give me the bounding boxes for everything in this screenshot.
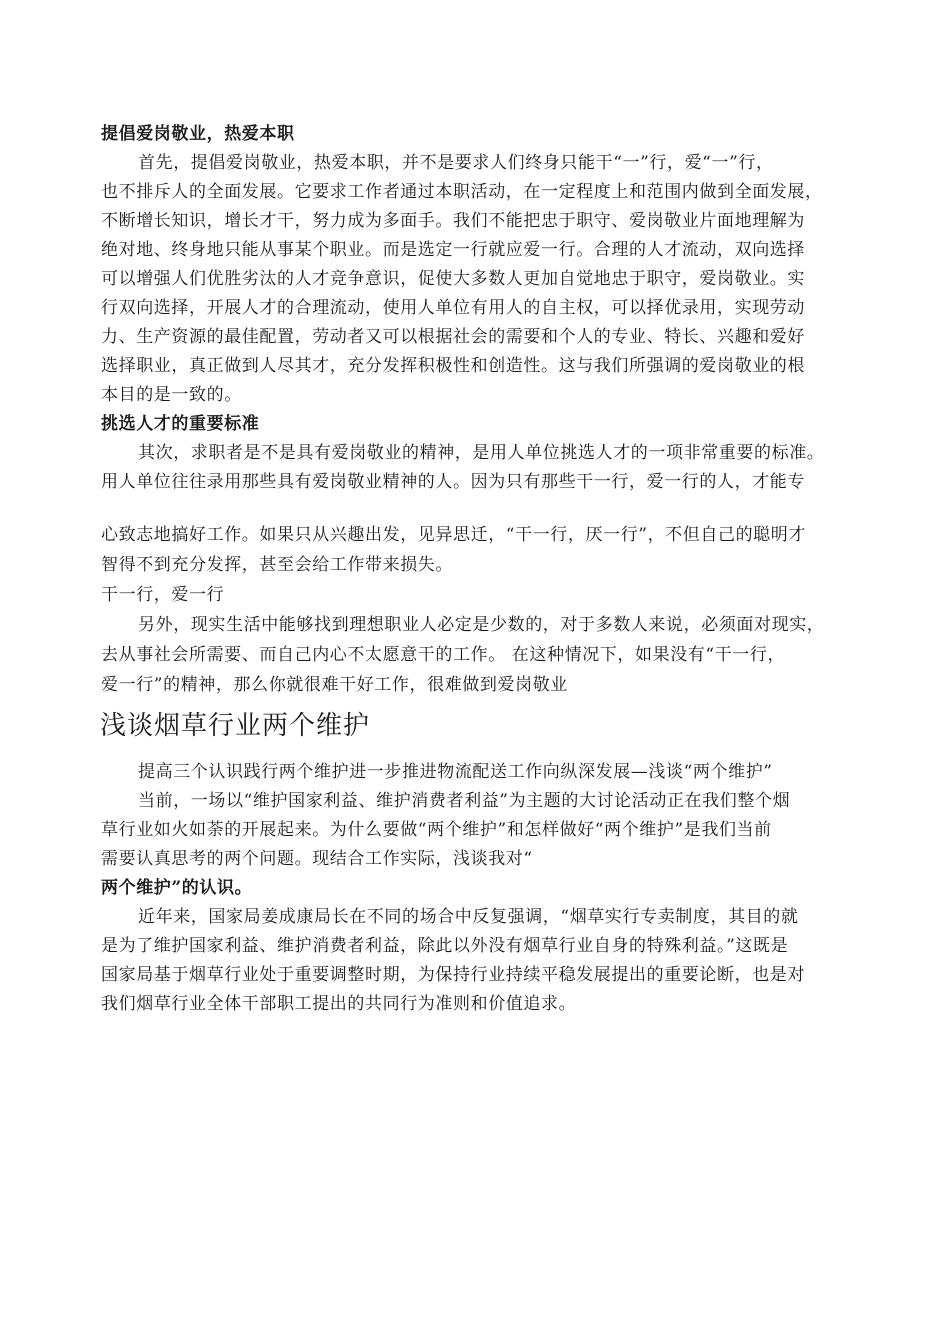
section-heading-2: 挑选人才的重要标准 [101, 414, 260, 434]
article-line: 国家局基于烟草行业处于重要调整时期，为保持行业持续平稳发展提出的重要论断，也是对 [101, 965, 805, 985]
section-heading-3: 干一行，爱一行 [101, 585, 225, 605]
paragraph-line: 用人单位往往录用那些具有爱岗敬业精神的人。因为只有那些干一行，爱一行的人，才能专 [101, 472, 805, 492]
paragraph-line: 首先，提倡爱岗敬业，热爱本职，并不是要求人们终身只能干“一”行，爱“一”行， [138, 153, 774, 173]
paragraph-line: 爱一行”的精神，那么你就很难干好工作，很难做到爱岗敬业 [101, 675, 568, 695]
article-line: 是为了维护国家利益、维护消费者利益，除此以外没有烟草行业自身的特殊利益。”这既是 [101, 936, 789, 956]
paragraph-line: 也不排斥人的全面发展。它要求工作者通过本职活动，在一定程度上和范围内做到全面发展， [101, 182, 823, 202]
article-line: 我们烟草行业全体干部职工提出的共同行为准则和价值追求。 [101, 994, 577, 1014]
paragraph-line: 选择职业，真正做到人尽其才，充分发挥积极性和创造性。这与我们所强调的爱岗敬业的根 [101, 356, 805, 376]
article-line: 需要认真思考的两个问题。现结合工作实际，浅谈我对“ [101, 849, 533, 869]
paragraph-line: 绝对地、终身地只能从事某个职业。而是选定一行就应爱一行。合理的人才流动，双向选择 [101, 240, 805, 260]
paragraph-line: 心致志地搞好工作。如果只从兴趣出发，见异思迁，“干一行，厌一行”，不但自己的聪明才 [101, 525, 806, 545]
paragraph-line: 力、生产资源的最佳配置，劳动者又可以根据社会的需要和个人的专业、特长、兴趣和爱好 [101, 327, 805, 347]
paragraph-line: 本目的是一致的。 [101, 385, 242, 405]
paragraph-line: 其次，求职者是不是具有爱岗敬业的精神，是用人单位挑选人才的一项非常重要的标准。 [138, 443, 825, 463]
paragraph-line: 不断增长知识，增长才干，努力成为多面手。我们不能把忠于职守、爱岗敬业片面地理解为 [101, 211, 805, 231]
article-title: 浅谈烟草行业两个维护 [100, 711, 371, 741]
paragraph-line: 去从事社会所需要、而自己内心不太愿意干的工作。 在这种情况下，如果没有“干一行， [101, 645, 786, 665]
paragraph-line: 可以增强人们优胜劣汰的人才竞争意识，促使大多数人更加自觉地忠于职守，爱岗敬业。实 [101, 269, 805, 289]
section-heading-1: 提倡爱岗敬业，热爱本职 [101, 124, 295, 144]
article-line: 近年来，国家局姜成康局长在不同的场合中反复强调，“烟草实行专卖制度，其目的就 [138, 907, 799, 927]
paragraph-line: 另外，现实生活中能够找到理想职业人必定是少数的，对于多数人来说，必须面对现实， [138, 615, 825, 635]
paragraph-line: 智得不到充分发挥，甚至会给工作带来损失。 [101, 555, 453, 575]
paragraph-line: 行双向选择，开展人才的合理流动，使用人单位有用人的自主权，可以择优录用，实现劳动 [101, 298, 805, 318]
article-line: 提高三个认识践行两个维护进一步推进物流配送工作向纵深发展—浅谈“两个维护” [138, 762, 773, 782]
article-line: 当前，一场以“维护国家利益、维护消费者利益”为主题的大讨论活动正在我们整个烟 [138, 791, 791, 811]
article-subheading: 两个维护”的认识。 [101, 878, 253, 898]
article-line: 草行业如火如荼的开展起来。为什么要做“两个维护”和怎样做好“两个维护”是我们当前 [101, 820, 772, 840]
